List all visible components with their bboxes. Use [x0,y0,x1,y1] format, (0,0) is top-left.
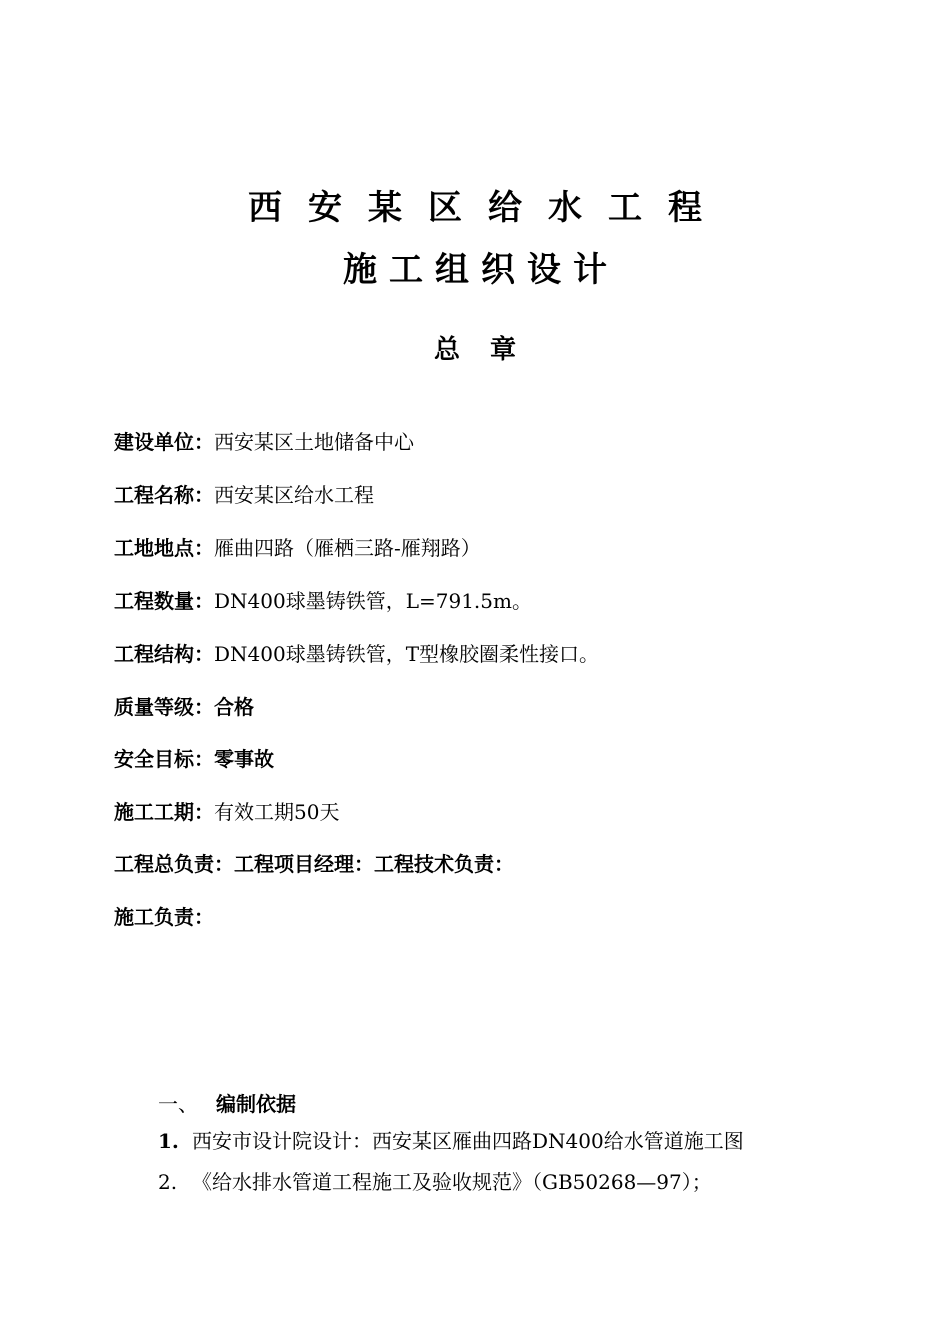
info-value: 西安某区土地储备中心 [214,430,414,454]
document-title-line2: 施工组织设计 [343,250,619,290]
info-label: 工程总负责：工程项目经理：工程技术负责： [114,852,514,876]
info-row-structure [114,639,599,669]
chapter-heading: 总章 [433,335,546,365]
info-value: 雁曲四路（雁栖三路-雁翔路） [214,536,481,560]
info-label: 建设单位： [114,430,214,454]
info-row-construction-lead [114,902,214,932]
info-row-project-name [114,480,374,510]
info-row-quantity [114,586,532,616]
section-number: 一、 [158,1092,198,1116]
info-row-safety-target [114,744,274,774]
reference-text: 《给水排水管道工程施工及验收规范》（GB50268—97）； [192,1170,712,1194]
info-row-site-location [114,533,481,563]
section-heading [158,1089,296,1119]
info-value: DN400球墨铸铁管，L=791.5m。 [214,589,532,613]
info-value: DN400球墨铸铁管，T型橡胶圈柔性接口。 [214,642,600,666]
reference-number: 1. [158,1129,179,1153]
info-row-quality-grade [114,692,254,722]
info-label: 施工工期： [114,800,214,824]
reference-number: 2. [158,1170,178,1194]
info-label: 施工负责： [114,905,214,929]
info-label: 工程名称： [114,483,214,507]
reference-item [158,1167,712,1197]
info-label: 工地地点： [114,536,214,560]
info-row-responsible-persons [114,849,514,879]
info-value: 零事故 [214,747,274,771]
info-row-construction-unit [114,427,414,457]
info-label: 质量等级： [114,695,214,719]
section-title: 编制依据 [216,1092,296,1116]
reference-text: 西安市设计院设计：西安某区雁曲四路DN400给水管道施工图 [192,1129,744,1153]
info-value: 有效工期50天 [214,800,340,824]
document-title-line1: 西安某区给水工程 [248,188,728,228]
info-label: 工程数量： [114,589,214,613]
info-value: 西安某区给水工程 [214,483,374,507]
info-value: 合格 [214,695,254,719]
info-label: 工程结构： [114,642,214,666]
info-row-construction-period [114,797,339,827]
info-label: 安全目标： [114,747,214,771]
reference-item [158,1126,744,1156]
